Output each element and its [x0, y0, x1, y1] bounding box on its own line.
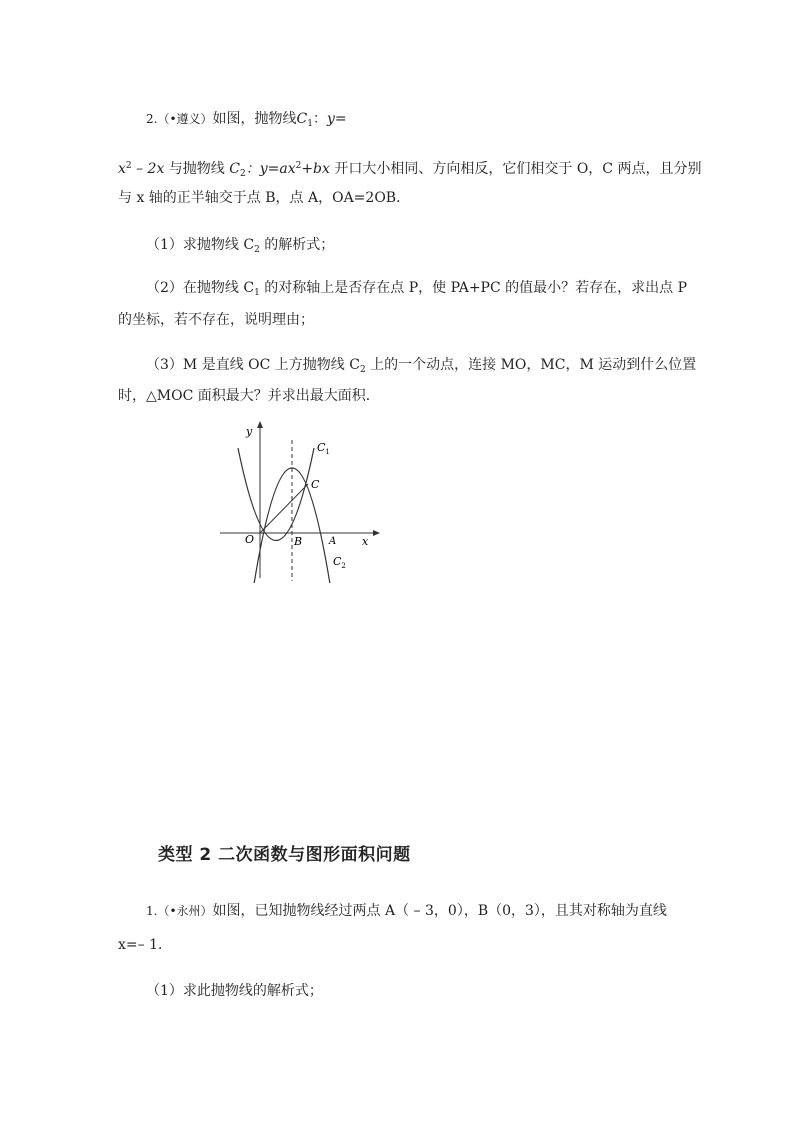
problem-source: （•遵义） — [157, 112, 213, 126]
parabola-c1 — [238, 448, 314, 541]
question-3-line-1: （3）M 是直线 OC 上方抛物线 $C_2$ 上的一个动点，连接 MO，MC，M 运动到什么位置 — [146, 357, 697, 375]
problem-1-line-2: x=– 1． — [118, 937, 172, 953]
section-heading: 类型 2 二次函数与图形面积问题 — [158, 845, 411, 865]
equation-start: y= — [327, 111, 347, 127]
problem-number: 2. — [146, 112, 158, 126]
question-2-line-2: 的坐标，若不存在，说明理由； — [118, 312, 314, 328]
x-axis-arrow — [373, 530, 380, 536]
problem-2-line-3: 与 x 轴的正半轴交于点 B，点 A，OA=2OB． — [118, 190, 411, 206]
c1-symbol: C — [296, 111, 308, 127]
problem-intro: 如图，抛物线 — [212, 111, 297, 127]
segment-oc — [260, 484, 308, 533]
point-b-label: B — [294, 535, 303, 548]
point-a-label: A — [329, 536, 337, 547]
problem-1-line-1: 1.（•永州）如图，已知抛物线经过两点 A（ – 3，0），B（0，3），且其对称轴为直线 — [146, 903, 667, 919]
point-c-label: C — [311, 478, 320, 491]
c2-label: $C_2$ — [333, 555, 346, 570]
c1-label: $C_1$ — [317, 441, 330, 456]
problem-2-line-1: 2.（•遵义）如图，抛物线$C_1$：y= — [146, 111, 347, 129]
question-2-line-1: （2）在抛物线 $C_1$ 的对称轴上是否存在点 P，使 PA+PC 的值最小？若存在，求出点 P — [146, 280, 688, 298]
y-axis-label: y — [246, 425, 253, 438]
problem-1-question-1: （1）求此抛物线的解析式； — [146, 983, 323, 999]
origin-label: O — [245, 533, 255, 546]
problem-2-line-2: $x^2 - 2x$ 与抛物线 $C_2$：$y=ax^2+bx$ 开口大小相同、方向相反，它们相交于 O，C 两点，且分别 — [118, 161, 702, 179]
x-axis-label: x — [362, 535, 369, 548]
question-1: （1）求抛物线 $C_2$ 的解析式； — [146, 237, 335, 255]
y-axis-arrow — [257, 421, 263, 428]
parabola-figure — [210, 418, 385, 583]
question-3-line-2: 时，△MOC 面积最大？并求出最大面积． — [118, 388, 380, 404]
